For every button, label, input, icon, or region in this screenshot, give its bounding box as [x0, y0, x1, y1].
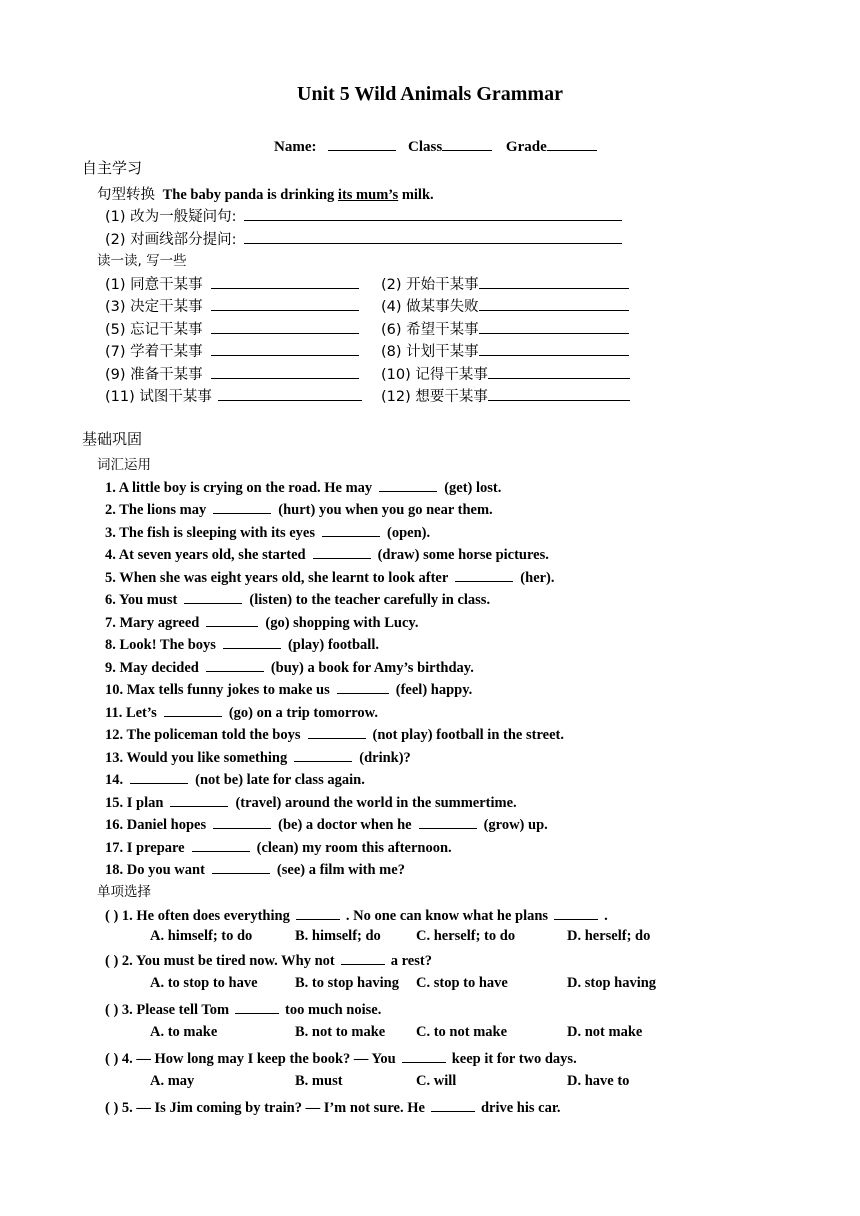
mc-label: 单项选择	[97, 884, 151, 900]
mc-question	[105, 1048, 577, 1068]
item-hint: (open).	[387, 525, 431, 541]
phrase-label: (4) 做某事失败	[381, 299, 479, 315]
option-a[interactable]: A. may	[150, 1073, 195, 1089]
vocab-item	[105, 657, 474, 677]
item-text: 5. When she was eight years old, she learnt to look after	[105, 570, 449, 586]
answer-blank[interactable]	[488, 364, 630, 379]
item-text: 3. The fish is sleeping with its eyes	[105, 525, 316, 541]
item-text: 13. Would you like something	[105, 750, 288, 766]
phrase-item	[105, 385, 366, 406]
item-hint: (feel) happy.	[395, 682, 473, 698]
option-c[interactable]: C. will	[416, 1073, 457, 1089]
sentence-underlined: its mum’s	[337, 187, 399, 203]
mc-stem: ( ) 5. — Is Jim coming by train? — I’m not sure. He	[105, 1100, 425, 1116]
transform-q2	[105, 228, 626, 249]
answer-blank[interactable]	[402, 1048, 446, 1063]
answer-blank[interactable]	[211, 274, 359, 289]
answer-blank[interactable]	[206, 612, 258, 627]
option-a[interactable]: A. himself; to do	[150, 928, 253, 944]
phrase-label: (8) 计划干某事	[381, 344, 479, 360]
phrase-item	[105, 363, 363, 384]
vocab-item	[105, 859, 405, 879]
sentence-end: milk.	[401, 187, 434, 203]
mc-stem: drive his car.	[480, 1100, 561, 1116]
answer-blank[interactable]	[455, 567, 513, 582]
item-hint: (go) shopping with Lucy.	[265, 615, 419, 631]
answer-blank[interactable]	[341, 950, 385, 965]
phrase-label: (1) 同意干某事	[105, 277, 203, 293]
answer-blank[interactable]	[218, 386, 362, 401]
answer-blank[interactable]	[313, 544, 371, 559]
section-title-basics: 基础巩固	[82, 430, 143, 448]
phrase-label: (9) 准备干某事	[105, 367, 203, 383]
name-blank[interactable]	[328, 136, 396, 151]
class-label: Class	[407, 139, 443, 155]
vocab-item	[105, 837, 452, 857]
mc-stem: . No one can know what he plans	[345, 908, 549, 924]
header-fields	[274, 136, 601, 156]
answer-blank[interactable]	[164, 702, 222, 717]
mc-stem: a rest?	[390, 953, 432, 969]
item-hint: (hurt) you when you go near them.	[278, 502, 493, 518]
option-b[interactable]: B. not to make	[295, 1024, 386, 1040]
option-b[interactable]: B. must	[295, 1073, 343, 1089]
option-b[interactable]: B. to stop having	[295, 975, 399, 991]
mc-question	[105, 999, 381, 1019]
item-hint: (listen) to the teacher carefully in class.	[249, 592, 491, 608]
item-text: 4. At seven years old, she started	[105, 547, 306, 563]
phrase-label: (7) 学着干某事	[105, 344, 203, 360]
vocab-label: 词汇运用	[97, 457, 151, 473]
item-text: 8. Look! The boys	[105, 637, 216, 653]
item-hint: (her).	[520, 570, 555, 586]
item-hint: (be) a doctor when he	[278, 817, 412, 833]
answer-blank[interactable]	[479, 341, 629, 356]
option-c[interactable]: C. to not make	[416, 1024, 508, 1040]
item-hint: (travel) around the world in the summertime.	[235, 795, 517, 811]
phrase-label: (12) 想要干某事	[381, 389, 488, 405]
option-d[interactable]: D. have to	[567, 1073, 630, 1089]
vocab-item	[105, 814, 548, 834]
mc-stem: keep it for two days.	[451, 1051, 577, 1067]
mc-stem: ( ) 4. — How long may I keep the book? — You	[105, 1051, 396, 1067]
answer-blank[interactable]	[479, 274, 629, 289]
item-text: 15. I plan	[105, 795, 164, 811]
answer-blank[interactable]	[322, 522, 380, 537]
answer-blank[interactable]	[431, 1097, 475, 1112]
item-hint: (buy) a book for Amy’s birthday.	[270, 660, 474, 676]
option-c[interactable]: C. herself; to do	[416, 928, 516, 944]
answer-blank[interactable]	[294, 747, 352, 762]
vocab-item	[105, 544, 549, 564]
item-text: 6. You must	[105, 592, 178, 608]
vocab-item	[105, 634, 379, 654]
item-hint: (play) football.	[287, 637, 379, 653]
item-text: 1. A little boy is crying on the road. He may	[105, 480, 373, 496]
phrase-label: (10) 记得干某事	[381, 367, 488, 383]
vocab-item	[105, 522, 430, 542]
phrase-item	[381, 340, 633, 361]
item-hint: (grow) up.	[483, 817, 548, 833]
answer-blank[interactable]	[379, 477, 437, 492]
phrase-item	[105, 273, 363, 294]
item-text: 9. May decided	[105, 660, 199, 676]
phrase-item	[381, 385, 634, 406]
answer-blank[interactable]	[184, 589, 242, 604]
class-blank[interactable]	[442, 136, 492, 151]
vocab-item	[105, 747, 411, 767]
vocab-item	[105, 769, 365, 789]
mc-question	[105, 905, 608, 925]
mc-stem: too much noise.	[285, 1002, 382, 1018]
part1-label: 句型转换	[97, 187, 155, 203]
answer-blank[interactable]	[130, 769, 188, 784]
part2-label: 读一读, 写一些	[97, 253, 187, 269]
option-a[interactable]: A. to make	[150, 1024, 218, 1040]
phrase-label: (5) 忘记干某事	[105, 322, 203, 338]
option-d[interactable]: D. herself; do	[567, 928, 651, 944]
answer-blank[interactable]	[211, 364, 359, 379]
item-text: 17. I prepare	[105, 840, 185, 856]
item-hint: (not be) late for class again.	[195, 772, 365, 788]
option-a[interactable]: A. to stop to have	[150, 975, 258, 991]
item-text: 12. The policeman told the boys	[105, 727, 301, 743]
sentence-text: The baby panda is drinking	[162, 187, 335, 203]
answer-blank[interactable]	[213, 499, 271, 514]
phrase-item	[105, 318, 363, 339]
item-text: 18. Do you want	[105, 862, 205, 878]
grade-label: Grade	[505, 139, 547, 155]
answer-blank[interactable]	[211, 341, 359, 356]
vocab-item	[105, 792, 517, 812]
item-text: 16. Daniel hopes	[105, 817, 207, 833]
page-title: Unit 5 Wild Animals Grammar	[297, 83, 563, 105]
item-hint: (get) lost.	[444, 480, 502, 496]
vocab-item	[105, 679, 472, 699]
option-b[interactable]: B. himself; do	[295, 928, 381, 944]
sentence-transform	[97, 183, 434, 204]
item-text: 14.	[105, 772, 124, 788]
item-text: 2. The lions may	[105, 502, 207, 518]
phrase-item	[381, 363, 634, 384]
option-c[interactable]: C. stop to have	[416, 975, 508, 991]
vocab-item	[105, 499, 493, 519]
mc-question	[105, 950, 432, 970]
item-hint: (see) a film with me?	[276, 862, 405, 878]
grade-blank[interactable]	[547, 136, 597, 151]
answer-blank[interactable]	[479, 319, 629, 334]
option-d[interactable]: D. not make	[567, 1024, 643, 1040]
vocab-item	[105, 724, 564, 744]
option-d[interactable]: D. stop having	[567, 975, 657, 991]
item-text: 10. Max tells funny jokes to make us	[105, 682, 330, 698]
answer-blank[interactable]	[488, 386, 630, 401]
answer-blank[interactable]	[419, 814, 477, 829]
phrase-label: (11) 试图干某事	[105, 389, 212, 405]
name-label: Name:	[274, 139, 317, 155]
phrase-item	[381, 273, 633, 294]
answer-blank[interactable]	[554, 905, 598, 920]
item-hint: (draw) some horse pictures.	[377, 547, 549, 563]
phrase-item	[381, 318, 633, 339]
answer-blank[interactable]	[223, 634, 281, 649]
answer-blank[interactable]	[211, 319, 359, 334]
phrase-item	[105, 340, 363, 361]
item-text: 11. Let’s	[105, 705, 157, 721]
item-text: 7. Mary agreed	[105, 615, 200, 631]
item-hint: (not play) football in the street.	[372, 727, 564, 743]
mc-stem: ( ) 1. He often does everything	[105, 908, 290, 924]
mc-stem: ( ) 3. Please tell Tom	[105, 1002, 230, 1018]
vocab-item	[105, 702, 378, 722]
answer-blank[interactable]	[244, 229, 622, 244]
vocab-item	[105, 477, 501, 497]
phrase-label: (6) 希望干某事	[381, 322, 479, 338]
answer-blank[interactable]	[337, 679, 389, 694]
vocab-item	[105, 589, 490, 609]
phrase-label: (3) 决定干某事	[105, 299, 203, 315]
item-hint: (drink)?	[359, 750, 411, 766]
answer-blank[interactable]	[235, 999, 279, 1014]
phrase-label: (2) 开始干某事	[381, 277, 479, 293]
answer-blank[interactable]	[206, 657, 264, 672]
q1-label: (1) 改为一般疑问句:	[105, 209, 237, 225]
answer-blank[interactable]	[296, 905, 340, 920]
mc-stem: ( ) 2. You must be tired now. Why not	[105, 953, 335, 969]
section-title-self-study: 自主学习	[82, 159, 143, 177]
vocab-item	[105, 612, 418, 632]
answer-blank[interactable]	[479, 296, 629, 311]
mc-stem: .	[604, 908, 608, 924]
q2-label: (2) 对画线部分提问:	[105, 232, 237, 248]
mc-question	[105, 1097, 561, 1117]
answer-blank[interactable]	[213, 814, 271, 829]
answer-blank[interactable]	[192, 837, 250, 852]
phrase-item	[381, 295, 633, 316]
vocab-item	[105, 567, 555, 587]
answer-blank[interactable]	[211, 296, 359, 311]
answer-blank[interactable]	[244, 206, 622, 221]
item-hint: (clean) my room this afternoon.	[256, 840, 452, 856]
answer-blank[interactable]	[170, 792, 228, 807]
answer-blank[interactable]	[212, 859, 270, 874]
answer-blank[interactable]	[308, 724, 366, 739]
transform-q1	[105, 205, 626, 226]
phrase-item	[105, 295, 363, 316]
item-hint: (go) on a trip tomorrow.	[228, 705, 378, 721]
